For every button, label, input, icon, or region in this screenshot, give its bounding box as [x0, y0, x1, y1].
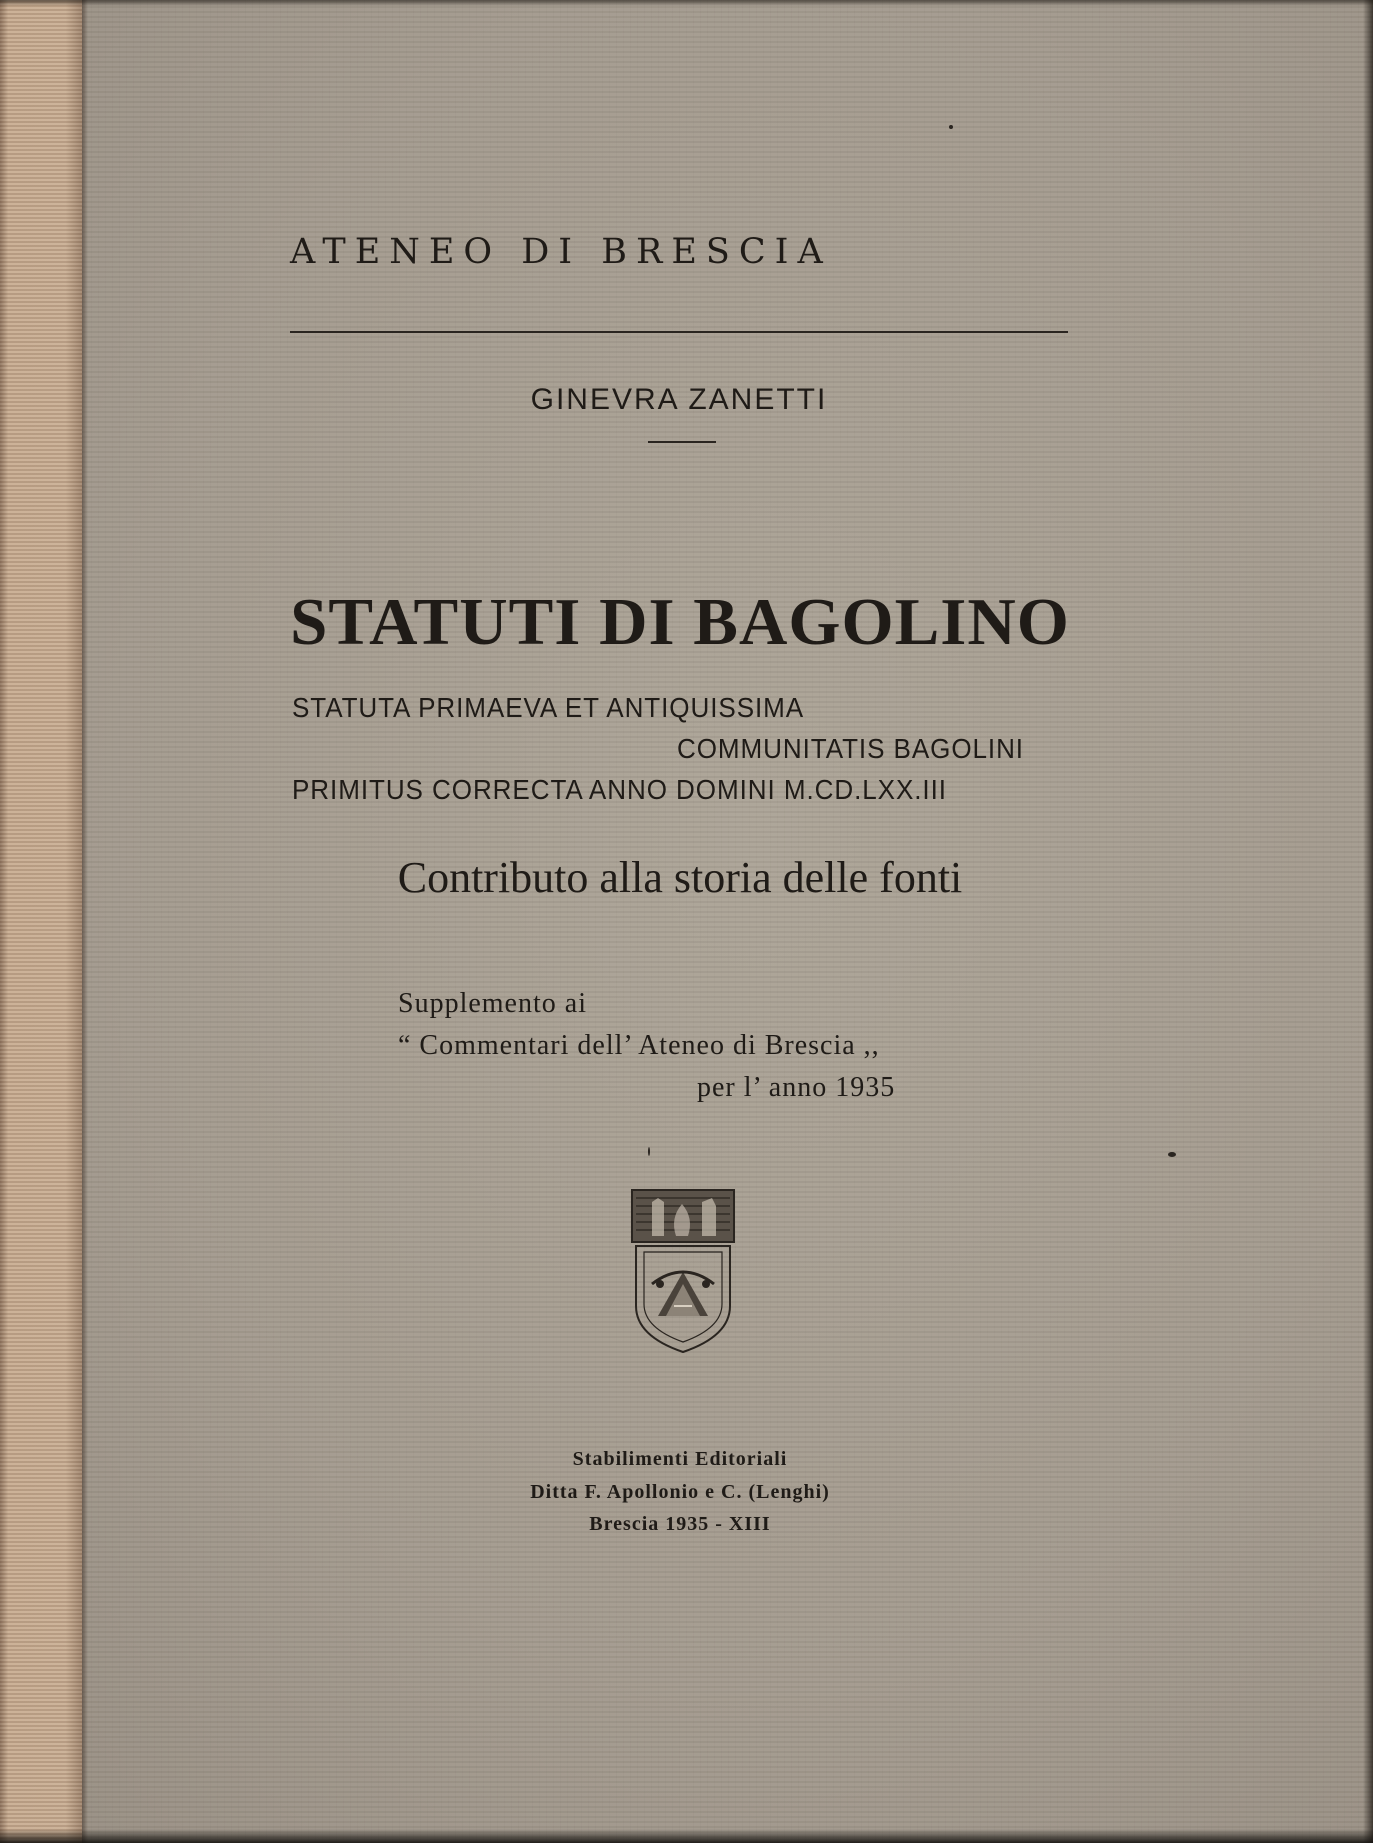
spine-shadow — [82, 0, 88, 1843]
right-page-edge — [1363, 0, 1373, 1843]
contribution-line: Contributo alla storia delle fonti — [397, 853, 963, 902]
top-page-edge — [0, 0, 1373, 6]
coat-of-arms-icon — [630, 1188, 736, 1356]
subtitle-line-1: STATUTA PRIMAEVA ET ANTIQUISSIMA — [292, 692, 805, 723]
supplement-line-2: “ Commentari dell’ Ateneo di Brescia ,, — [398, 1030, 880, 1061]
paper-speck — [949, 125, 953, 129]
publisher-line-1: Stabilimenti Editoriali — [572, 1448, 788, 1470]
header-rule — [290, 331, 1068, 333]
book-title: STATUTI DI BAGOLINO — [290, 585, 1070, 659]
paper-speck — [648, 1147, 650, 1156]
publisher-line-2: Ditta F. Apollonio e C. (Lenghi) — [530, 1481, 830, 1503]
author-rule — [648, 441, 716, 443]
bottom-page-edge — [0, 1829, 1373, 1843]
supplement-line-3: per l’ anno 1935 — [697, 1072, 896, 1103]
author-name: GINEVRA ZANETTI — [530, 383, 828, 416]
institution-name: ATENEO DI BRESCIA — [290, 232, 832, 272]
subtitle-line-3: PRIMITUS CORRECTA ANNO DOMINI M.CD.LXX.III — [292, 774, 947, 805]
publisher-line-3: Brescia 1935 - XIII — [589, 1513, 771, 1535]
book-spine — [0, 0, 82, 1843]
supplement-line-1: Supplemento ai — [398, 988, 587, 1019]
subtitle-line-2: COMMUNITATIS BAGOLINI — [677, 733, 1024, 764]
paper-speck — [1168, 1152, 1176, 1157]
